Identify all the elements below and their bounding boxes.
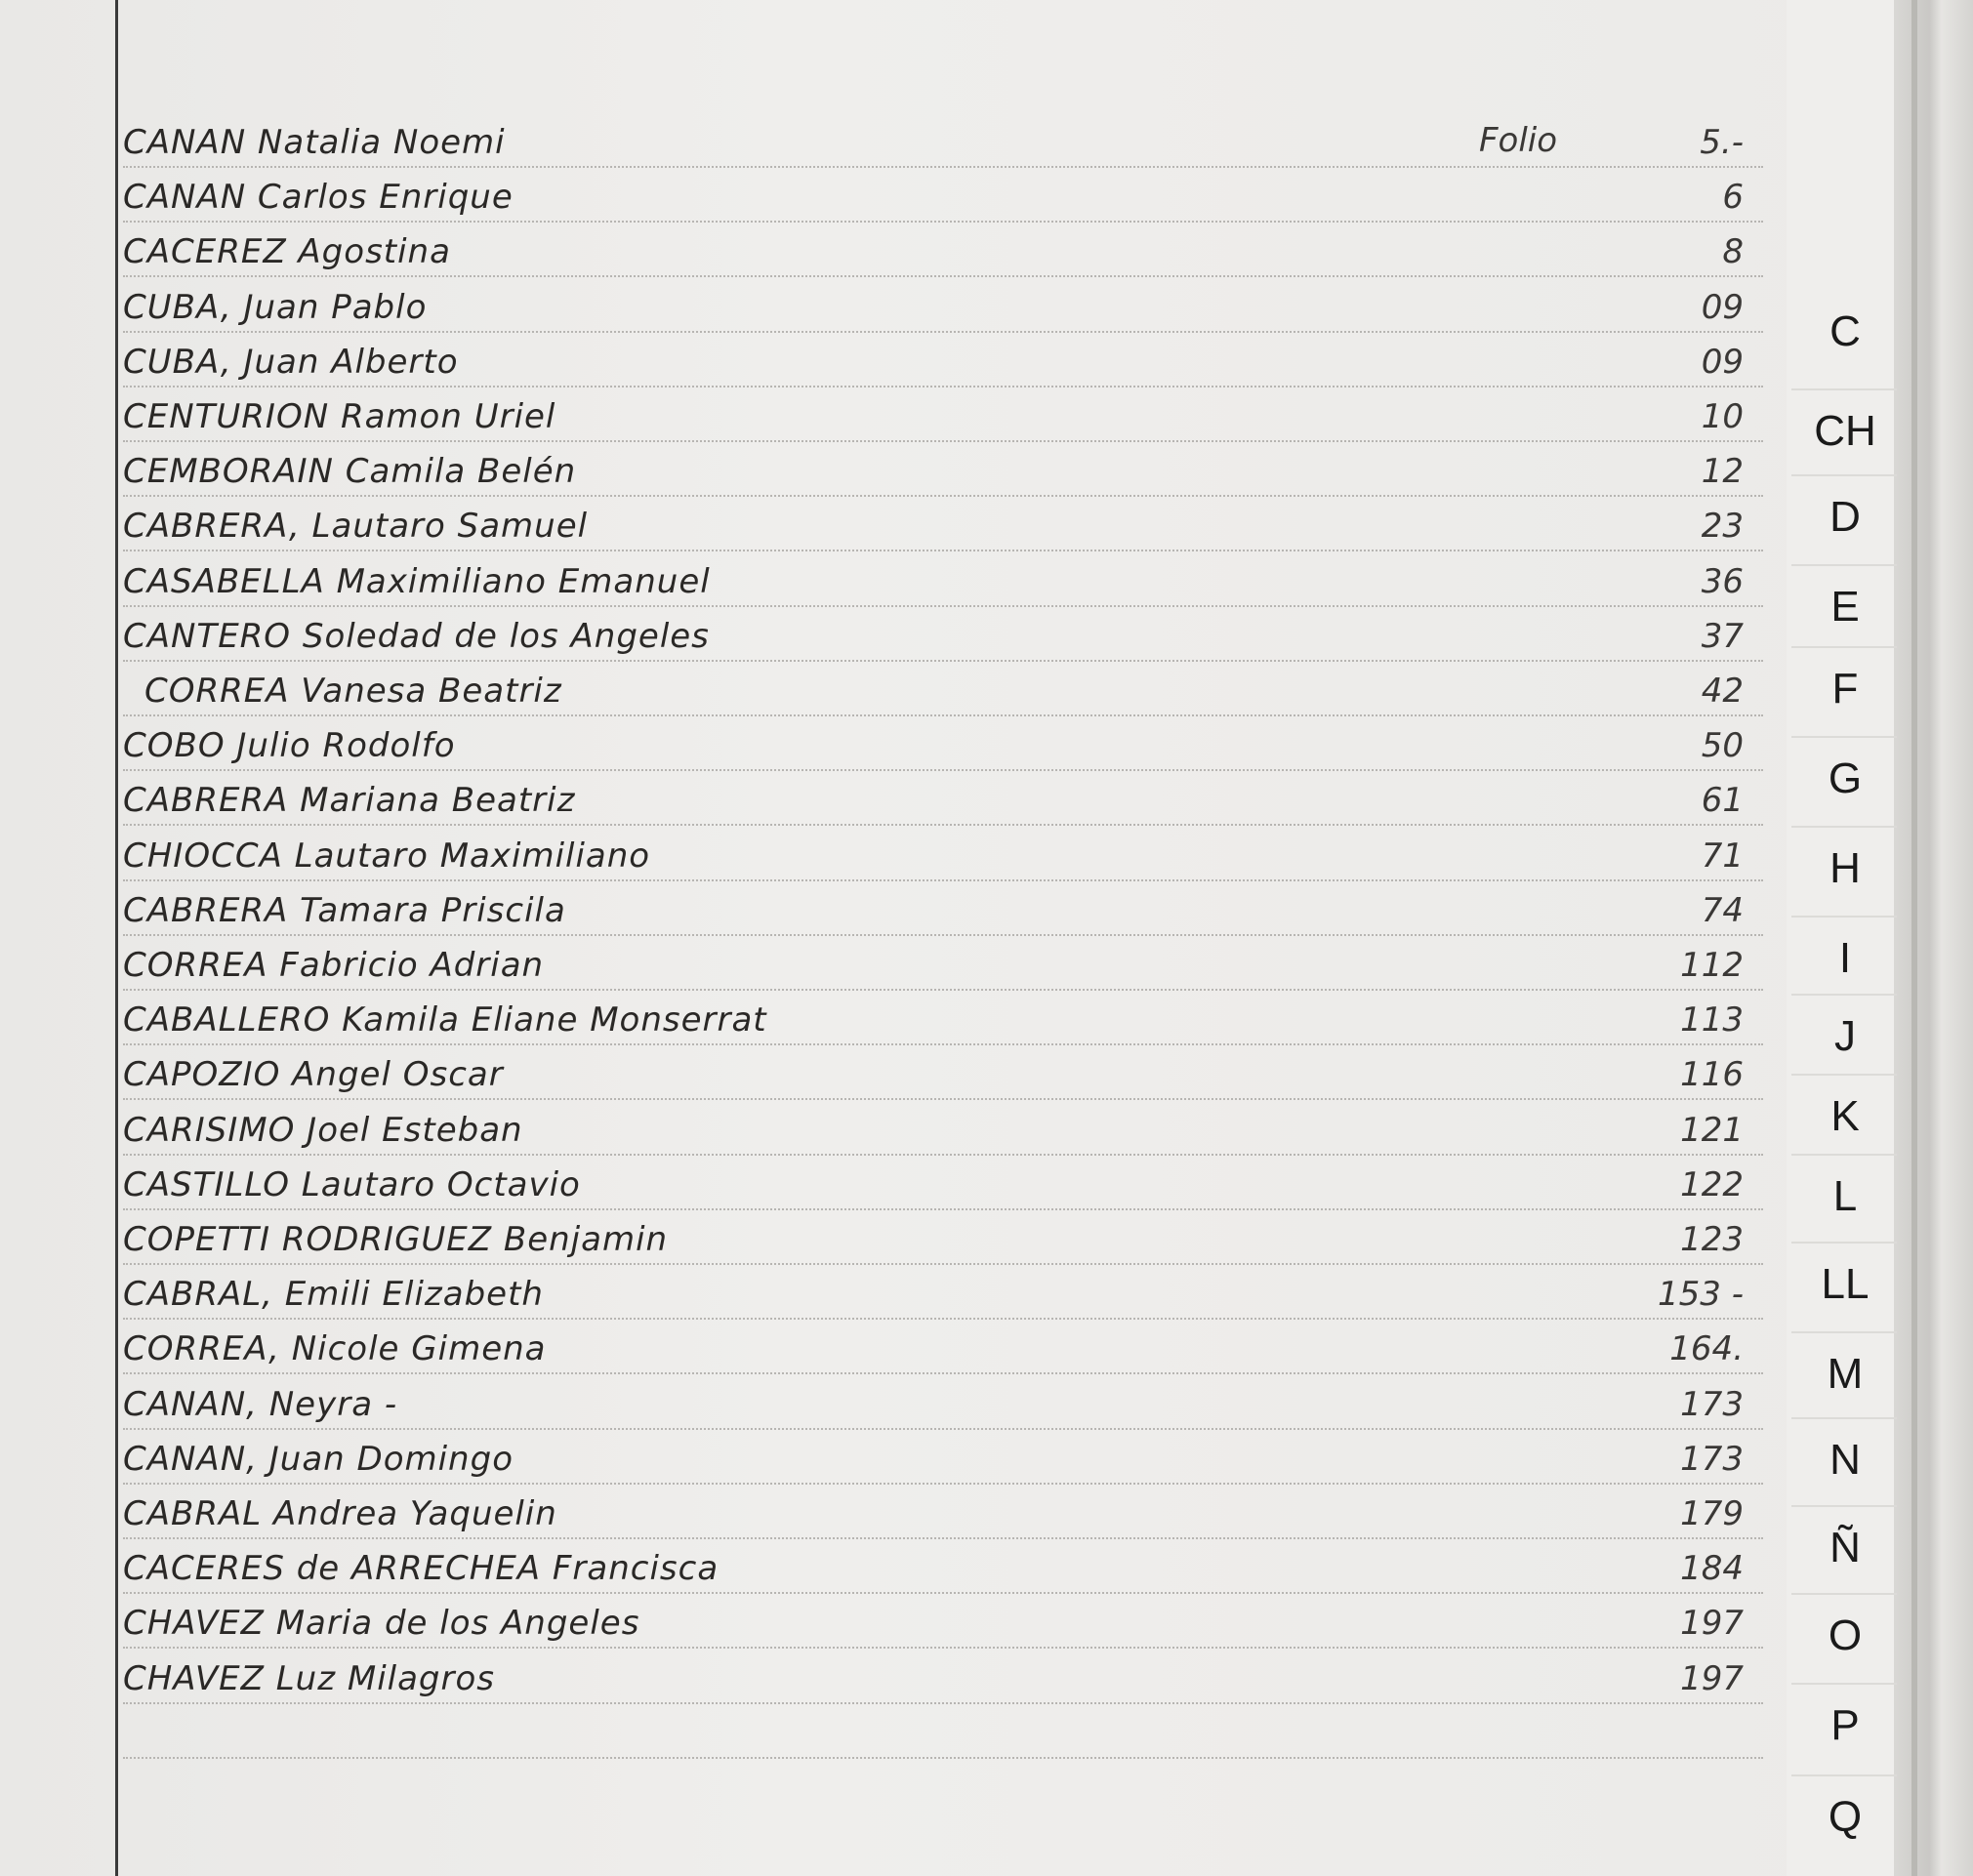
entry-name: CABRAL, Emili Elizabeth: [123, 1275, 544, 1315]
index-tab-divider: [1791, 1242, 1897, 1244]
list-item: [123, 221, 1763, 275]
entry-name: CANAN, Juan Domingo: [123, 1439, 514, 1479]
list-item: [123, 1099, 1763, 1154]
folio-header: Folio: [1479, 121, 1558, 160]
list-item: [123, 1154, 1763, 1208]
entry-folio: 6: [1722, 178, 1744, 218]
entry-folio: 12: [1701, 452, 1744, 492]
entry-name: CABRAL Andrea Yaquelin: [123, 1494, 557, 1533]
entry-name: CABRERA Tamara Priscila: [123, 890, 566, 930]
entry-folio: 184: [1680, 1549, 1744, 1589]
entry-name: CHIOCCA Lautaro Maximiliano: [123, 836, 651, 876]
entry-folio: 71: [1701, 836, 1744, 876]
entry-folio: 10: [1701, 397, 1744, 436]
entry-name: CORREA Fabricio Adrian: [123, 946, 545, 985]
list-item: [123, 166, 1763, 221]
index-tab-ll[interactable]: LL: [1821, 1260, 1870, 1308]
index-tab-ch[interactable]: CH: [1814, 407, 1876, 455]
index-tab-divider: [1791, 1774, 1897, 1776]
index-tab-e[interactable]: E: [1830, 583, 1860, 631]
entry-folio: 173: [1680, 1384, 1744, 1424]
index-tab-divider: [1791, 564, 1897, 566]
list-item: [123, 989, 1763, 1043]
index-tab-divider: [1791, 1074, 1897, 1076]
index-tab-divider: [1791, 916, 1897, 918]
page-edge: [1894, 0, 1973, 1876]
list-item: [123, 495, 1763, 550]
entry-name: CORREA Vanesa Beatriz: [144, 672, 562, 711]
entry-folio: 122: [1680, 1164, 1744, 1204]
entry-folio: 164.: [1669, 1329, 1744, 1369]
index-tab-g[interactable]: G: [1828, 754, 1863, 802]
index-tab-n[interactable]: N: [1829, 1436, 1861, 1484]
entry-folio: 50: [1701, 726, 1744, 766]
entry-folio: 116: [1680, 1055, 1744, 1095]
index-tab-divider: [1791, 736, 1897, 738]
page-edge-shadow: [1911, 0, 1917, 1876]
entry-folio: 61: [1701, 781, 1744, 821]
entry-folio: 121: [1680, 1110, 1744, 1150]
entry-folio: 197: [1680, 1658, 1744, 1698]
index-tab-divider: [1791, 388, 1897, 390]
entry-folio: 42: [1701, 672, 1744, 711]
entry-name: CASTILLO Lautaro Octavio: [123, 1164, 581, 1204]
entry-folio: 09: [1701, 287, 1744, 327]
list-item: [123, 440, 1763, 495]
index-tab-h[interactable]: H: [1829, 844, 1861, 892]
entry-folio: 8: [1722, 232, 1744, 272]
index-tab-m[interactable]: M: [1827, 1350, 1864, 1398]
index-tab-f[interactable]: F: [1831, 665, 1859, 713]
ruled-line: [123, 1702, 1763, 1704]
index-tab-c[interactable]: C: [1829, 307, 1861, 355]
entry-name: CANAN, Neyra -: [123, 1384, 398, 1424]
entry-name: CANAN Carlos Enrique: [123, 178, 514, 218]
entry-folio: 09: [1701, 342, 1744, 382]
index-tab-divider: [1791, 1505, 1897, 1507]
list-item: [123, 934, 1763, 989]
entry-folio: 23: [1701, 507, 1744, 547]
list-item: [123, 276, 1763, 331]
entry-name: CABRERA, Lautaro Samuel: [123, 507, 589, 547]
entry-name: CEMBORAIN Camila Belén: [123, 452, 577, 492]
index-tab-divider: [1791, 1154, 1897, 1156]
entry-name: COBO Julio Rodolfo: [123, 726, 456, 766]
entry-folio: 153 -: [1658, 1275, 1744, 1315]
entry-name: CABRERA Mariana Beatriz: [123, 781, 576, 821]
index-tab-o[interactable]: O: [1828, 1611, 1863, 1659]
entry-name: CUBA, Juan Pablo: [123, 287, 428, 327]
entry-name: CACEREZ Agostina: [123, 232, 451, 272]
index-tab-p[interactable]: P: [1830, 1701, 1860, 1749]
list-item: [123, 1483, 1763, 1537]
list-item: [123, 1592, 1763, 1647]
list-item: [123, 1263, 1763, 1318]
entry-name: CANAN Natalia Noemi: [123, 123, 506, 162]
index-tab-divider: [1791, 826, 1897, 828]
index-tab-k[interactable]: K: [1830, 1092, 1860, 1140]
index-tab-divider: [1791, 994, 1897, 996]
list-item: [123, 331, 1763, 386]
list-item: [123, 111, 1763, 166]
list-item: [123, 1648, 1763, 1702]
entry-folio: 123: [1680, 1220, 1744, 1259]
entry-name: CHAVEZ Maria de los Angeles: [123, 1604, 640, 1644]
entry-folio: 179: [1680, 1494, 1744, 1533]
entry-name: CAPOZIO Angel Oscar: [123, 1055, 504, 1095]
list-item: [123, 1208, 1763, 1263]
entry-name: CABALLERO Kamila Eliane Monserrat: [123, 1000, 767, 1040]
index-tab-q[interactable]: Q: [1828, 1793, 1863, 1841]
list-item: [123, 551, 1763, 605]
entry-folio: 113: [1680, 1000, 1744, 1040]
index-tab-l[interactable]: L: [1832, 1172, 1858, 1220]
entry-name: COPETTI RODRIGUEZ Benjamin: [123, 1220, 669, 1259]
index-tab-i[interactable]: I: [1838, 934, 1852, 982]
index-tab-divider: [1791, 1593, 1897, 1595]
index-tab-ñ[interactable]: Ñ: [1829, 1524, 1861, 1571]
list-item: [123, 605, 1763, 660]
entry-folio: 37: [1701, 616, 1744, 656]
entry-folio: 36: [1701, 561, 1744, 601]
index-tab-divider: [1791, 1683, 1897, 1685]
entry-folio: 197: [1680, 1604, 1744, 1644]
entry-name: CORREA, Nicole Gimena: [123, 1329, 547, 1369]
list-item: [123, 1537, 1763, 1592]
list-item: [123, 1428, 1763, 1483]
index-tab-divider: [1791, 1331, 1897, 1333]
index-tab-d[interactable]: D: [1829, 493, 1861, 541]
entry-folio: 173: [1680, 1439, 1744, 1479]
list-item: [123, 714, 1763, 769]
ruled-line: [123, 1757, 1763, 1759]
entry-name: CARISIMO Joel Esteban: [123, 1110, 523, 1150]
list-item: [123, 1318, 1763, 1372]
list-item: [123, 825, 1763, 879]
index-tab-divider: [1791, 474, 1897, 476]
entry-name: CHAVEZ Luz Milagros: [123, 1658, 495, 1698]
entry-folio: 5.-: [1700, 123, 1744, 162]
entry-folio: 74: [1701, 890, 1744, 930]
index-tab-divider: [1791, 1417, 1897, 1419]
list-item: [123, 769, 1763, 824]
entry-name: CUBA, Juan Alberto: [123, 342, 459, 382]
list-item: [123, 1373, 1763, 1428]
index-tab-j[interactable]: J: [1834, 1012, 1856, 1060]
entry-name: CACERES de ARRECHEA Francisca: [123, 1549, 719, 1589]
list-item: [123, 1043, 1763, 1098]
entry-name: CANTERO Soledad de los Angeles: [123, 616, 710, 656]
list-item: [123, 879, 1763, 934]
entry-name: CASABELLA Maximiliano Emanuel: [123, 561, 711, 601]
entry-name: CENTURION Ramon Uriel: [123, 397, 556, 436]
entry-folio: 112: [1680, 946, 1744, 985]
list-item: [123, 660, 1763, 714]
index-tab-divider: [1791, 646, 1897, 648]
list-item: [123, 386, 1763, 440]
margin-line: [115, 0, 118, 1876]
